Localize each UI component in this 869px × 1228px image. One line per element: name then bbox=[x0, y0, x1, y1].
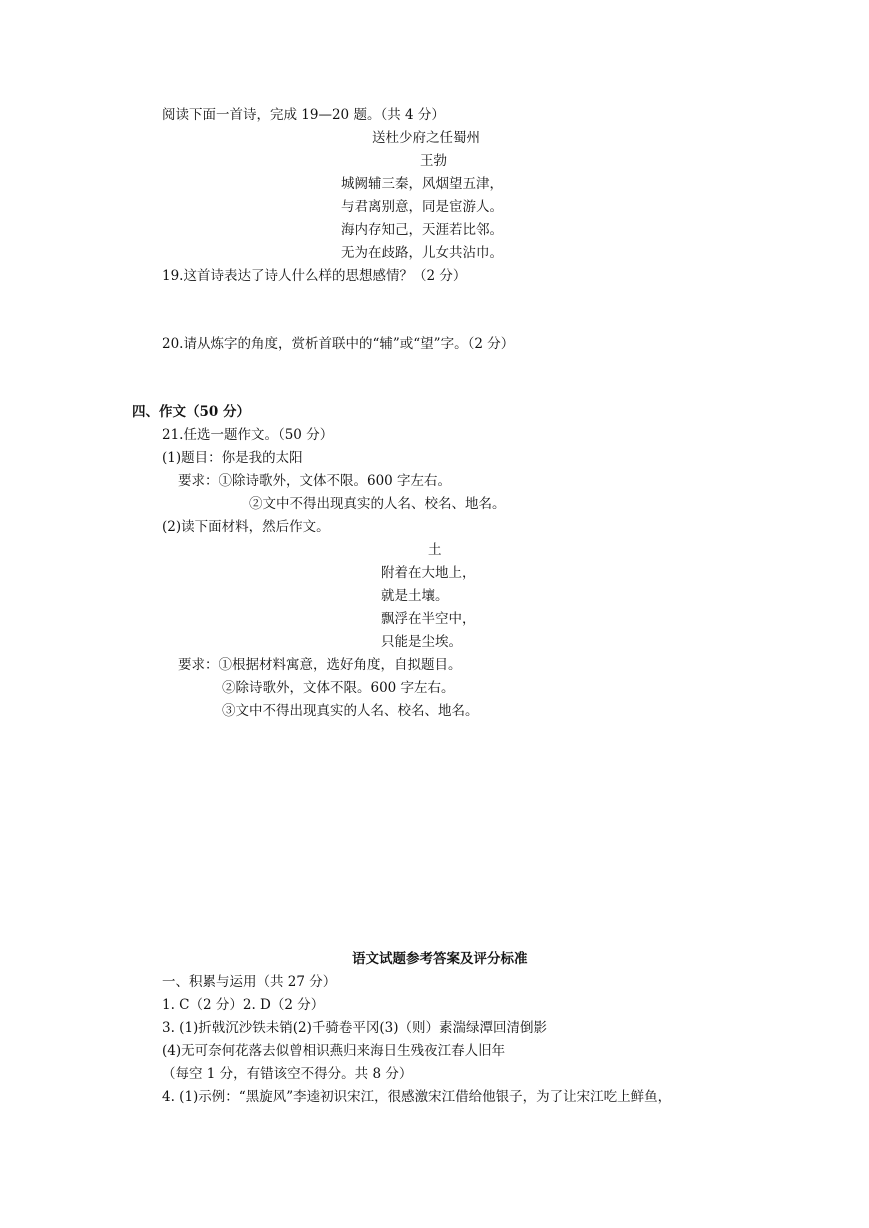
option-1-requirement: ②文中不得出现真实的人名、校名、地名。 bbox=[249, 496, 506, 512]
option-1: (1)题目：你是我的太阳 bbox=[162, 450, 303, 466]
poem-line: 城阙辅三秦，风烟望五津， bbox=[341, 176, 503, 192]
option-2-requirement: ③文中不得出现真实的人名、校名、地名。 bbox=[222, 703, 479, 719]
material-line: 附着在大地上， bbox=[381, 565, 476, 581]
option-1-requirement: 要求：①除诗歌外，文体不限。600 字左右。 bbox=[178, 473, 452, 489]
question-21: 21.任选一题作文。（50 分） bbox=[162, 427, 334, 443]
poem-line: 与君离别意，同是宦游人。 bbox=[341, 199, 503, 215]
question-20: 20.请从炼字的角度，赏析首联中的“辅”或“望”字。（2 分） bbox=[162, 336, 515, 352]
option-2-requirement: ②除诗歌外，文体不限。600 字左右。 bbox=[222, 680, 455, 696]
answer-key-title: 语文试题参考答案及评分标准 bbox=[352, 951, 528, 967]
answer-1-2: 1. C（2 分）2. D（2 分） bbox=[162, 997, 325, 1013]
answer-4-line: 4. (1)示例：“黑旋风”李逵初识宋江，很感激宋江借给他银子，为了让宋江吃上鲜鱼， bbox=[162, 1089, 672, 1105]
answer-3-line: (4)无可奈何花落去似曾相识燕归来海日生残夜江春人旧年 bbox=[162, 1043, 506, 1059]
poem-line: 无为在歧路，儿女共沾巾。 bbox=[341, 245, 503, 261]
section-heading: 四、作文（50 分） bbox=[132, 404, 250, 420]
question-19: 19.这首诗表达了诗人什么样的思想感情？（2 分） bbox=[162, 268, 467, 284]
option-2-requirement: 要求：①根据材料寓意，选好角度，自拟题目。 bbox=[178, 657, 462, 673]
poem-line: 海内存知己，天涯若比邻。 bbox=[341, 222, 503, 238]
option-2: (2)读下面材料，然后作文。 bbox=[162, 519, 330, 535]
material-line: 就是土壤。 bbox=[381, 588, 449, 604]
material-line: 飘浮在半空中， bbox=[381, 611, 476, 627]
material-line: 只能是尘埃。 bbox=[381, 634, 462, 650]
material-title: 土 bbox=[428, 542, 442, 558]
answer-3-line: 3. (1)折戟沉沙铁未销(2)千骑卷平冈(3)（则）素湍绿潭回清倒影 bbox=[162, 1020, 548, 1036]
poem-author: 王勃 bbox=[420, 153, 447, 169]
answer-3-scoring-note: （每空 1 分，有错该空不得分。共 8 分） bbox=[162, 1066, 413, 1082]
poem-title: 送杜少府之任蜀州 bbox=[372, 130, 480, 146]
answer-section-heading: 一、积累与运用（共 27 分） bbox=[162, 974, 337, 990]
question-intro: 阅读下面一首诗，完成 19—20 题。（共 4 分） bbox=[162, 107, 445, 123]
